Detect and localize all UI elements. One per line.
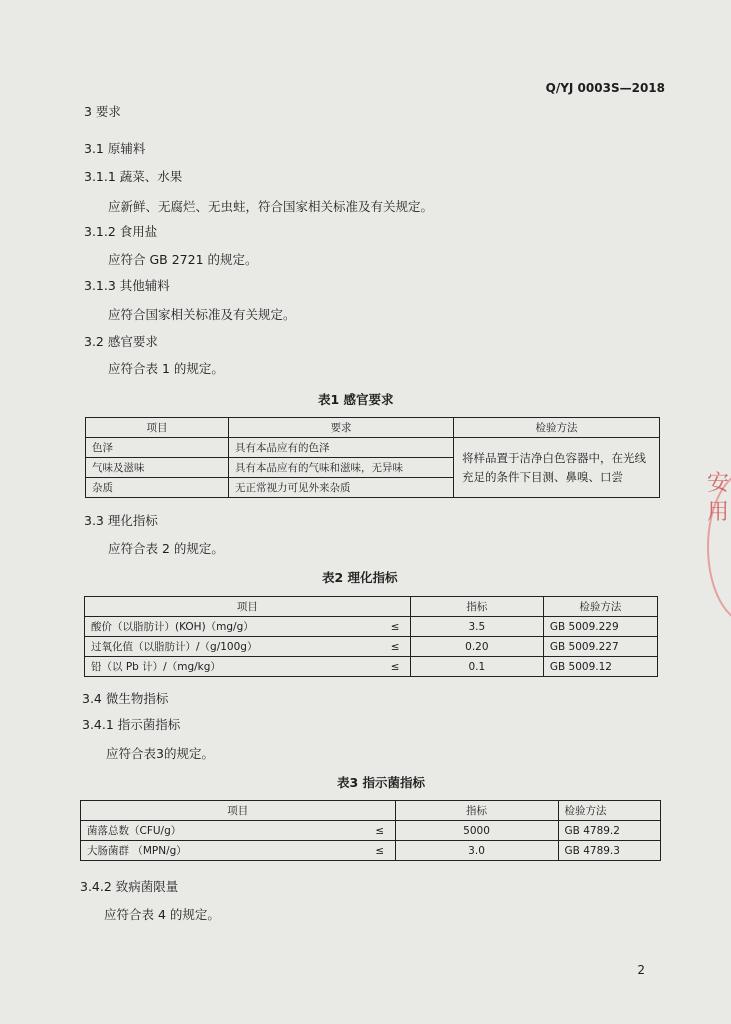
table2-cell: 过氧化值（以脂肪计）/（g/100g） [85,637,381,657]
section-3-2-text: 应符合表 1 的规定。 [108,361,224,376]
table1-cell: 气味及滋味 [86,458,229,478]
table2-caption: 表2 理化指标 [322,570,398,585]
table3-cell: 大肠菌群 （MPN/g） [81,841,366,861]
section-3-1-1-heading: 3.1.1 蔬菜、水果 [84,169,183,184]
table2-cell: 0.20 [410,637,543,657]
table3-header-method: 检验方法 [558,801,660,821]
table3-cell: 5000 [395,821,558,841]
standard-number: Q/YJ 0003S—2018 [545,81,665,95]
table2-cell: 3.5 [410,617,543,637]
table2-header-index: 指标 [410,597,543,617]
table1-cell: 具有本品应有的色泽 [229,438,454,458]
table2-cell: 酸价（以脂肪计）(KOH)（mg/g） [85,617,381,637]
table1-cell: 杂质 [86,478,229,498]
table1-method-cell: 将样品置于洁净白色容器中，在光线充足的条件下目测、鼻嗅、口尝 [454,438,660,498]
table2-cell: GB 5009.12 [543,657,657,677]
table3-header-index: 指标 [395,801,558,821]
section-3-1-3-text: 应符合国家相关标准及有关规定。 [108,307,296,322]
section-3-2-heading: 3.2 感官要求 [84,334,158,349]
table1-caption: 表1 感官要求 [318,392,394,407]
table2-cell: ≤ [380,617,410,637]
table1-cell: 无正常视力可见外来杂质 [229,478,454,498]
table1-header-item: 项目 [86,418,229,438]
table1-cell: 色泽 [86,438,229,458]
table3-header-item: 项目 [81,801,396,821]
red-seal-stamp-text: 安 用 [707,471,730,525]
table2-cell: 铅（以 Pb 计）/（mg/kg） [85,657,381,677]
page-number: 2 [637,963,645,977]
table2-cell: ≤ [380,637,410,657]
section-3-1-heading: 3.1 原辅料 [84,141,146,156]
table2-cell: 0.1 [410,657,543,677]
table3-cell: ≤ [365,821,395,841]
section-3-1-3-heading: 3.1.3 其他辅料 [84,278,170,293]
section-3-4-2-text: 应符合表 4 的规定。 [104,907,220,922]
section-3-1-2-text: 应符合 GB 2721 的规定。 [108,252,258,267]
table-row [85,637,658,657]
table1-sensory [85,417,660,498]
table2-physicochemical [84,596,658,677]
table1-cell: 具有本品应有的气味和滋味，无异味 [229,458,454,478]
table2-cell: GB 5009.227 [543,637,657,657]
section-3-4-2-heading: 3.4.2 致病菌限量 [80,879,179,894]
table3-cell: GB 4789.2 [558,821,660,841]
table3-cell: ≤ [365,841,395,861]
section-3-4-heading: 3.4 微生物指标 [82,691,169,706]
section-3-1-1-text: 应新鲜、无腐烂、无虫蛀，符合国家相关标准及有关规定。 [108,199,434,214]
section-3-heading: 3 要求 [84,104,121,119]
table-row [86,438,660,458]
table-row [81,821,661,841]
table1-header-requirement: 要求 [229,418,454,438]
table-row [85,657,658,677]
table-row [85,617,658,637]
section-3-3-text: 应符合表 2 的规定。 [108,541,224,556]
table2-header-method: 检验方法 [543,597,657,617]
section-3-4-1-text: 应符合表3的规定。 [106,746,214,761]
table2-cell: GB 5009.229 [543,617,657,637]
table3-cell: GB 4789.3 [558,841,660,861]
table3-caption: 表3 指示菌指标 [337,775,426,790]
table2-cell: ≤ [380,657,410,677]
section-3-4-1-heading: 3.4.1 指示菌指标 [82,717,181,732]
table3-indicator-bacteria [80,800,661,861]
table2-header-item: 项目 [85,597,411,617]
section-3-3-heading: 3.3 理化指标 [84,513,158,528]
table-row [81,841,661,861]
table1-header-method: 检验方法 [454,418,660,438]
table3-cell: 3.0 [395,841,558,861]
table3-cell: 菌落总数（CFU/g） [81,821,366,841]
section-3-1-2-heading: 3.1.2 食用盐 [84,224,158,239]
